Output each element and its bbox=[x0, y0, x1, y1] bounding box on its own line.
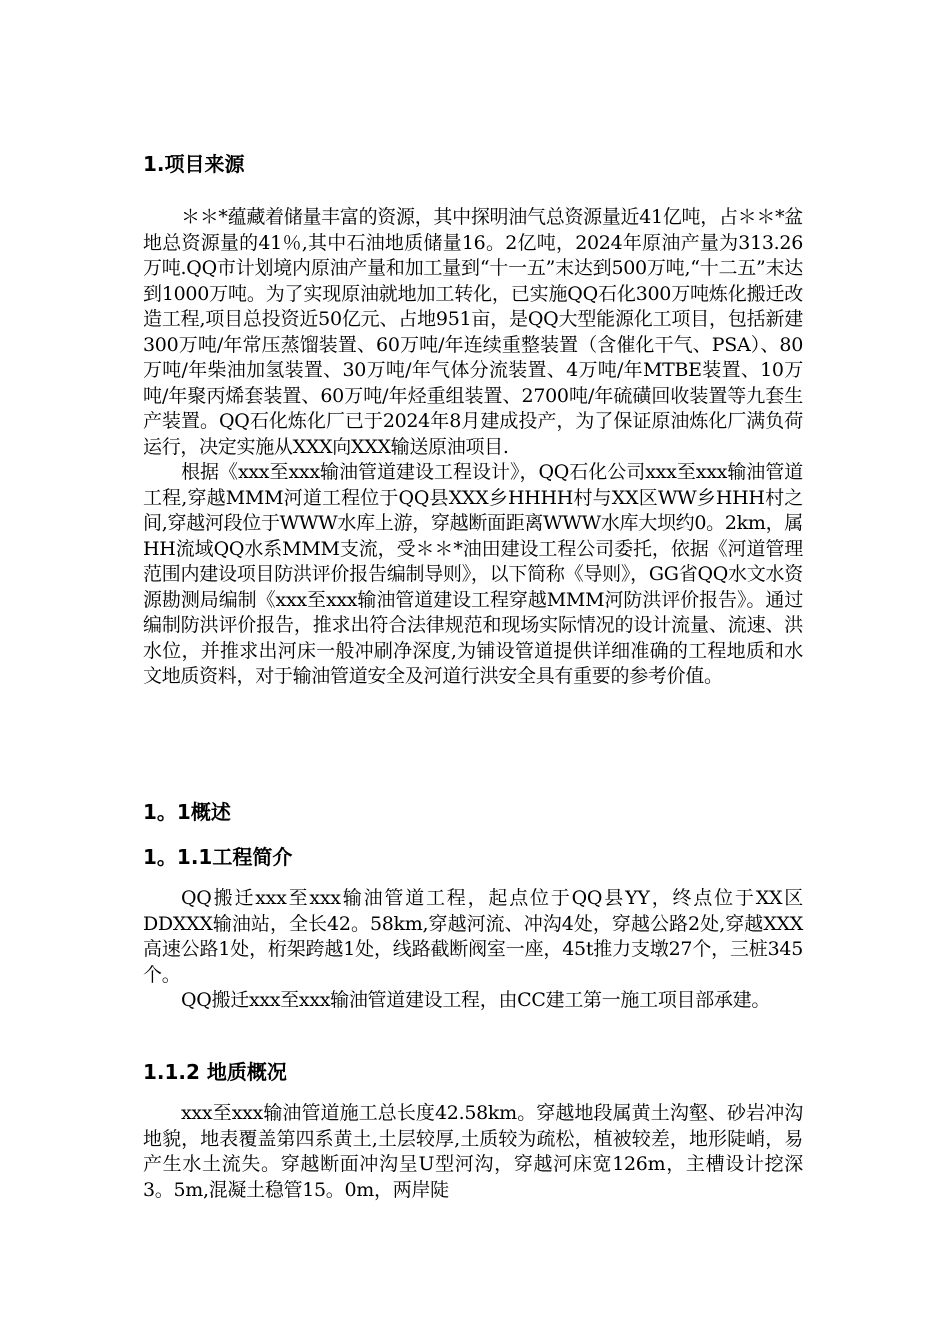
section-body-geology bbox=[143, 1101, 803, 1203]
paragraph: ＊＊*蕴藏着储量丰富的资源，其中探明油气总资源量近41亿吨，占＊＊*盆地总资源量的41％,其中石油地质储量16。2亿吨，2024年原油产量为313.26万吨.QQ市计划境内原油产量和加工量到“十一五”末达到500万吨,“十二五”末达到1000万吨。为了实现原油就地加工转化，已实施QQ石化300万吨炼化搬迁改造工程,项目总投资近50亿元、占地951亩，是QQ大型能源化工项目，包括新建300万吨/年常压蒸馏装置、60万吨/年连续重整装置（含催化干气、PSA）、80万吨/年柴油加氢装置、30万吨/年气体分流装置、4万吨/年MTBE装置、10万吨/年聚丙烯套装置、60万吨/年烃重组装置、2700吨/年硫磺回收装置等九套生产装置。QQ石化炼化厂已于2024年8月建成投产，为了保证原油炼化厂满负荷运行，决定实施从XXX向XXX输送原油项目. bbox=[143, 206, 803, 458]
paragraph: QQ搬迁xxx至xxx输油管道工程，起点位于QQ县YY，终点位于XX区DDXXX输油站，全长42。58km,穿越河流、冲沟4处，穿越公路2处,穿越XXX高速公路1处，桁架跨越1处，线路截断阀室一座，45t推力支墩27个，三桩345个。 bbox=[143, 887, 803, 986]
paragraph: QQ搬迁xxx至xxx输油管道建设工程，由CC建工第一施工项目部承建。 bbox=[181, 989, 771, 1011]
section-heading-project-source: 1.项目来源 bbox=[143, 152, 245, 176]
section-body-project-intro bbox=[143, 886, 803, 1014]
section-heading-overview: 1。1概述 bbox=[143, 800, 231, 824]
section-body-project-source bbox=[143, 205, 803, 690]
paragraph: 根据《xxx至xxx输油管道建设工程设计》，QQ石化公司xxx至xxx输油管道工程,穿越MMM河道工程位于QQ县XXX乡HHHH村与XX区WW乡HHH村之间,穿越河段位于WWW水库上游，穿越断面距离WWW水库大坝约0。2km，属HH流域QQ水系MMM支流，受＊＊*油田建设工程公司委托，依据《河道管理范围内建设项目防洪评价报告编制导则》，以下简称《导则》，GG省QQ水文水资源勘测局编制《xxx至xxx输油管道建设工程穿越MMM河防洪评价报告》。通过编制防洪评价报告，推求出符合法律规范和现场实际情况的设计流量、流速、洪水位，并推求出河床一般冲刷净深度,为铺设管道提供详细准确的工程地质和水文地质资料，对于输油管道安全及河道行洪安全具有重要的参考价值。 bbox=[143, 461, 803, 687]
section-heading-geology: 1.1.2 地质概况 bbox=[143, 1060, 287, 1084]
paragraph: xxx至xxx输油管道施工总长度42.58km。穿越地段属黄土沟壑、砂岩冲沟地貌，地表覆盖第四系黄土,土层较厚,土质较为疏松，植被较差，地形陡峭，易产生水土流失。穿越断面冲沟呈U型河沟，穿越河床宽126m，主槽设计挖深3。5m,混凝土稳管15。0m，两岸陡 bbox=[143, 1102, 803, 1201]
section-heading-project-intro: 1。1.1工程简介 bbox=[143, 845, 293, 869]
